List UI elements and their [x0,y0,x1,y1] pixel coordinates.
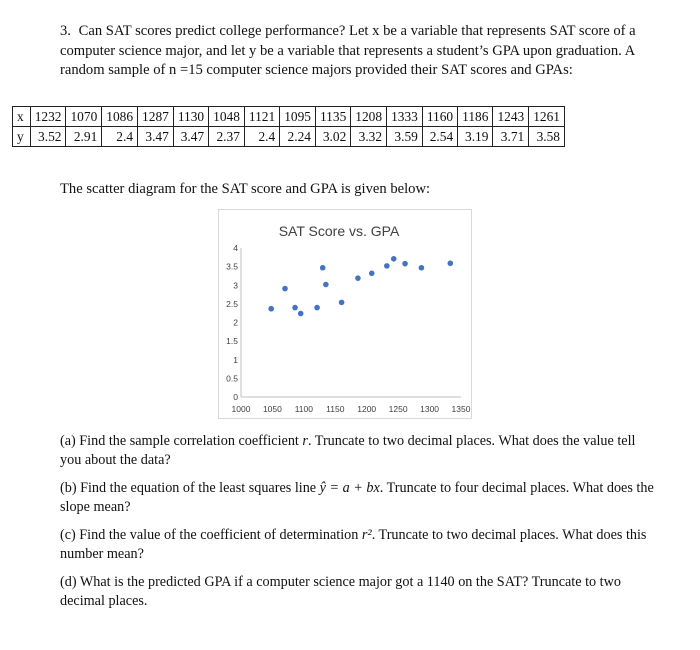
data-point [320,265,326,271]
table-cell: 2.24 [280,127,316,147]
table-cell: 3.71 [493,127,529,147]
data-point [282,286,288,292]
data-table [12,106,565,147]
question-a-post: . Truncate to two decimal places. What does the value tell you about the data? [60,433,636,468]
data-point [391,256,397,262]
x-tick-label: 1300 [420,404,440,414]
table-cell: 2.4 [102,127,138,147]
table-cell: 1160 [422,107,457,127]
table-cell: 1121 [244,107,279,127]
question-b-pre: (b) Find the equation of the least squares line [60,480,320,496]
x-tick-label: 1050 [262,404,282,414]
table-cell: 2.37 [209,127,245,147]
table-cell: 3.19 [458,127,493,147]
x-tick-label: 1100 [294,404,313,414]
data-point [339,300,345,306]
question-c-post: . Truncate to two decimal places. What does this number mean? [60,527,647,562]
problem-intro [60,22,660,81]
row-label-y: y [13,127,31,147]
table-cell: 1130 [173,107,208,127]
table-cell: 3.47 [173,127,208,147]
table-cell: 1135 [315,107,350,127]
y-tick-label: 4 [233,243,238,253]
question-a-var: r [302,433,308,449]
table-cell: 1243 [493,107,529,127]
scatter-chart [218,209,472,419]
problem-intro-text: Can SAT scores predict college performance? Let x be a variable that represents SAT score of a computer science major, and let y be a variable that represents a student’s GPA upon graduation. A random sample of n =15 computer science majors provided their SAT scores and GPAs: [60,23,636,78]
y-tick-label: 0.5 [226,373,238,384]
table-row-y [13,127,565,147]
table-row-x [13,107,565,127]
table-cell: 1095 [280,107,316,127]
table-cell: 2.91 [66,127,102,147]
data-point [402,261,408,267]
y-tick-label: 0 [233,392,238,402]
data-point [292,305,298,311]
data-point [448,260,454,266]
table-cell: 2.4 [244,127,279,147]
table-cell: 1287 [138,107,174,127]
data-point [298,311,304,317]
y-tick-label: 3.5 [226,261,238,272]
y-tick-label: 3 [233,280,238,291]
question-b-post: . Truncate to four decimal places. What does the slope mean? [60,480,654,515]
data-point [419,265,425,271]
table-cell: 1186 [458,107,493,127]
table-cell: 1333 [387,107,423,127]
data-point [268,306,274,312]
data-point [314,305,320,311]
x-tick-label: 1350 [451,404,471,414]
question-c [60,526,660,563]
question-d: (d) What is the predicted GPA if a computer science major got a 1140 on the SAT? Truncate to two decimal places. [60,574,621,609]
problem-number: 3. [60,23,71,39]
data-point [369,271,375,277]
x-tick-label: 1150 [326,404,345,414]
data-point [384,263,390,269]
table-cell: 1208 [351,107,387,127]
question-a [60,432,660,469]
x-tick-label: 1200 [357,404,377,414]
table-cell: 2.54 [422,127,457,147]
table-cell: 1070 [66,107,102,127]
data-point [323,282,329,288]
data-point [355,275,361,281]
table-cell: 1232 [30,107,66,127]
table-cell: 1086 [102,107,138,127]
row-label-x: x [13,107,31,127]
table-cell: 3.02 [315,127,350,147]
question-c-var: r² [361,527,372,543]
question-a-pre: (a) Find the sample correlation coefficient [60,433,303,449]
table-cell: 1261 [529,107,565,127]
question-b-equation: ŷ = a + bx [319,480,380,496]
y-tick-label: 1.5 [226,336,238,347]
table-cell: 3.32 [351,127,387,147]
table-cell: 3.47 [138,127,174,147]
table-cell: 1048 [209,107,245,127]
chart-svg [219,210,471,418]
chart-title: SAT Score vs. GPA [278,223,400,239]
x-tick-label: 1000 [231,404,251,414]
table-cell: 3.58 [529,127,565,147]
x-tick-label: 1250 [388,404,408,414]
y-tick-label: 1 [233,354,238,365]
y-tick-label: 2 [233,317,238,328]
table-cell: 3.59 [387,127,423,147]
scatter-caption: The scatter diagram for the SAT score and GPA is given below: [60,181,431,197]
question-b [60,479,660,516]
y-tick-label: 2.5 [226,298,238,309]
question-c-pre: (c) Find the value of the coefficient of determination [60,527,362,543]
table-cell: 3.52 [30,127,66,147]
